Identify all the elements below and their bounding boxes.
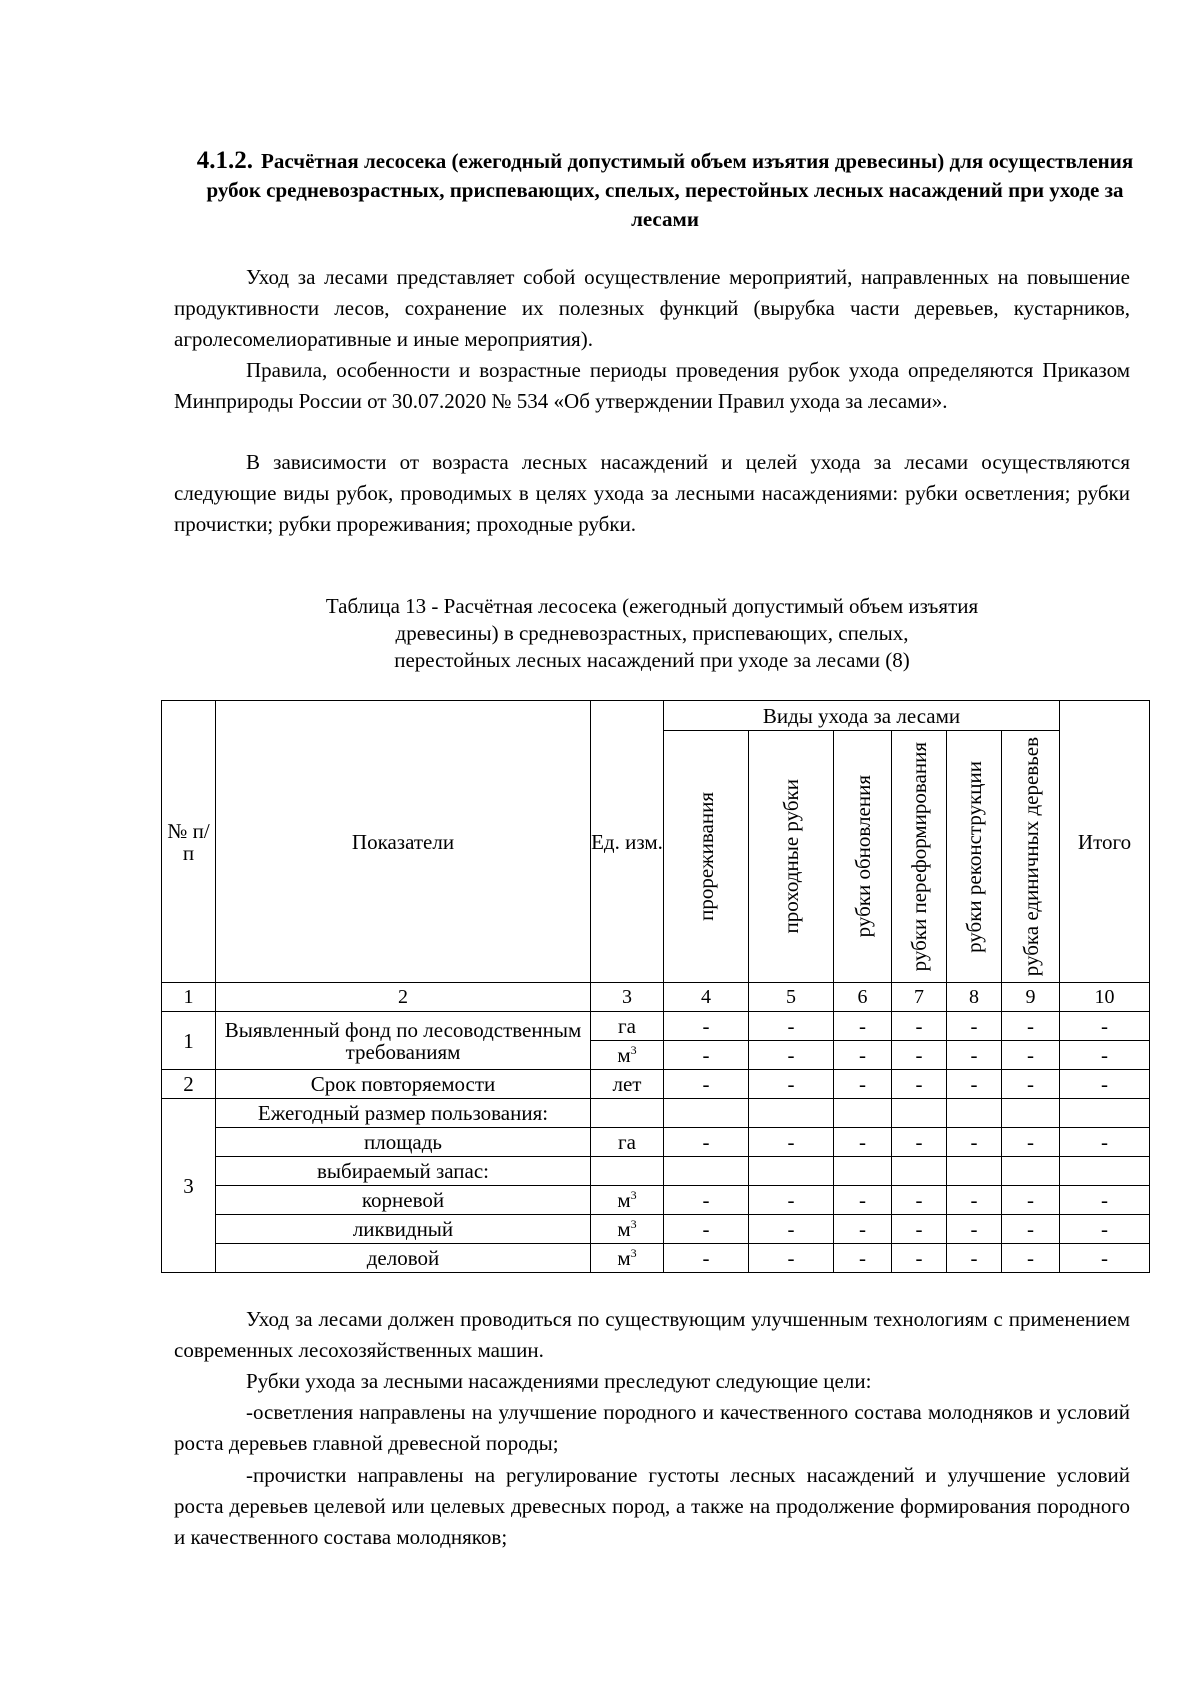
caption-line: Таблица 13 - Расчётная лесосека (ежегодный допустимый объем изъятия bbox=[325, 594, 979, 618]
empty-value: - bbox=[947, 1012, 1002, 1041]
empty-value: - bbox=[664, 1244, 749, 1273]
empty-value: - bbox=[892, 1186, 947, 1215]
empty-value: - bbox=[664, 1012, 749, 1041]
table-row bbox=[162, 1157, 1150, 1186]
empty-value: - bbox=[1002, 1012, 1060, 1041]
paragraph: -осветления направлены на улучшение породного и качественного состава молодняков и условий роста деревьев главной древесной породы; bbox=[174, 1400, 1130, 1455]
empty-value: - bbox=[749, 1128, 834, 1157]
table-row bbox=[162, 1099, 1150, 1128]
empty-value: - bbox=[664, 1215, 749, 1244]
empty-value: - bbox=[834, 1012, 892, 1041]
paragraph: Правила, особенности и возрастные периоды проведения рубок ухода определяются Приказом Минприроды России от 30.07.2020 № 534 «Об утверждении Правил ухода за лесами». bbox=[174, 358, 1130, 413]
row-unit: лет bbox=[591, 1070, 664, 1099]
empty-value: - bbox=[1002, 1186, 1060, 1215]
empty-value: - bbox=[834, 1041, 892, 1070]
empty-value: - bbox=[834, 1186, 892, 1215]
row-label: Срок повторяемости bbox=[216, 1070, 591, 1099]
empty-value: - bbox=[892, 1128, 947, 1157]
row-number: 3 bbox=[162, 1099, 216, 1273]
empty-value: - bbox=[947, 1041, 1002, 1070]
empty-value: - bbox=[664, 1070, 749, 1099]
header-type: рубки обновления bbox=[834, 731, 892, 983]
empty-value: - bbox=[1002, 1244, 1060, 1273]
row-unit: $м^3$ bbox=[591, 1186, 664, 1215]
empty-value: - bbox=[1002, 1215, 1060, 1244]
paragraph: Уход за лесами должен проводиться по существующим улучшенным технологиям с применением современных лесохозяйственных машин. bbox=[174, 1307, 1130, 1362]
empty-value: - bbox=[834, 1070, 892, 1099]
table-row bbox=[162, 1215, 1150, 1244]
empty-value: - bbox=[1060, 1041, 1150, 1070]
empty-value: - bbox=[1060, 1215, 1150, 1244]
header-type: рубка единичных деревьев bbox=[1002, 731, 1060, 983]
table-row bbox=[162, 1244, 1150, 1273]
row-label: ликвидный bbox=[216, 1215, 591, 1244]
header-unit: Ед. изм. bbox=[591, 701, 664, 983]
header-care-types: Виды ухода за лесами bbox=[664, 701, 1060, 731]
empty-value: - bbox=[892, 1070, 947, 1099]
empty-value: - bbox=[1060, 1070, 1150, 1099]
empty-value: - bbox=[892, 1012, 947, 1041]
table-row bbox=[162, 1012, 1150, 1041]
empty-value: - bbox=[749, 1041, 834, 1070]
empty-value: - bbox=[892, 1041, 947, 1070]
paragraph: -прочистки направлены на регулирование густоты лесных насаждений и улучшение условий роста деревьев целевой или целевых древесных пород, а также на продолжение формирования породного и качественного состава молодняков; bbox=[174, 1463, 1130, 1549]
row-unit: $м^3$ bbox=[591, 1244, 664, 1273]
empty-value: - bbox=[1060, 1012, 1150, 1041]
empty-value: - bbox=[664, 1186, 749, 1215]
empty-value: - bbox=[749, 1012, 834, 1041]
empty-value: - bbox=[1060, 1128, 1150, 1157]
row-unit: га bbox=[591, 1128, 664, 1157]
header-total: Итого bbox=[1060, 701, 1150, 983]
empty-value: - bbox=[749, 1186, 834, 1215]
row-label: корневой bbox=[216, 1186, 591, 1215]
empty-value: - bbox=[947, 1186, 1002, 1215]
header-type: рубки реконструкции bbox=[947, 731, 1002, 983]
empty-value: - bbox=[749, 1244, 834, 1273]
empty-value: - bbox=[834, 1215, 892, 1244]
section-title: Расчётная лесосека (ежегодный допустимый объем изъятия древесины) для осуществления рубок средневозрастных, приспевающих, спелых, перестойных лесных насаждений при уходе за лесами bbox=[206, 149, 1134, 231]
empty-value: - bbox=[664, 1041, 749, 1070]
table-row bbox=[162, 1070, 1150, 1099]
empty-value: - bbox=[892, 1244, 947, 1273]
section-number: 4.1.2. bbox=[196, 147, 254, 174]
row-label: Выявленный фонд по лесоводственным требованиям bbox=[216, 1012, 591, 1070]
empty-value: - bbox=[664, 1128, 749, 1157]
header-type: прореживания bbox=[664, 731, 749, 983]
table-row bbox=[162, 1186, 1150, 1215]
caption-line: перестойных лесных насаждений при уходе за лесами (8) bbox=[394, 648, 910, 672]
empty-value: - bbox=[947, 1128, 1002, 1157]
empty-value: - bbox=[1002, 1070, 1060, 1099]
header-no: № п/ п bbox=[162, 701, 216, 983]
table-caption bbox=[174, 593, 1130, 674]
header-indicator: Показатели bbox=[216, 701, 591, 983]
empty-value: - bbox=[834, 1244, 892, 1273]
row-label: Ежегодный размер пользования: bbox=[216, 1099, 591, 1128]
table-row bbox=[162, 1128, 1150, 1157]
paragraph: В зависимости от возраста лесных насаждений и целей ухода за лесами осуществляются следующие виды рубок, проводимых в целях ухода за лесными насаждениями: рубки осветления; рубки прочистки; рубки прореживания; проходные рубки. bbox=[174, 450, 1130, 536]
row-number: 2 bbox=[162, 1070, 216, 1099]
paragraph: Уход за лесами представляет собой осуществление мероприятий, направленных на повышение продуктивности лесов, сохранение их полезных функций (вырубка части деревьев, кустарников, агролесомелиоративные и иные мероприятия). bbox=[174, 265, 1130, 351]
empty-value: - bbox=[947, 1215, 1002, 1244]
row-unit: га bbox=[591, 1012, 664, 1041]
empty-value: - bbox=[1060, 1186, 1150, 1215]
empty-value: - bbox=[1002, 1041, 1060, 1070]
row-label: деловой bbox=[216, 1244, 591, 1273]
empty-value: - bbox=[947, 1244, 1002, 1273]
empty-value: - bbox=[1060, 1244, 1150, 1273]
section-heading bbox=[195, 146, 1135, 234]
empty-value: - bbox=[749, 1215, 834, 1244]
caption-line: древесины) в средневозрастных, приспевающих, спелых, bbox=[395, 621, 909, 645]
empty-value: - bbox=[892, 1215, 947, 1244]
header-type: проходные рубки bbox=[749, 731, 834, 983]
row-unit: $м^3$ bbox=[591, 1215, 664, 1244]
row-label: выбираемый запас: bbox=[216, 1157, 591, 1186]
row-number: 1 bbox=[162, 1012, 216, 1070]
empty-value: - bbox=[749, 1070, 834, 1099]
empty-value: - bbox=[834, 1128, 892, 1157]
row-label: площадь bbox=[216, 1128, 591, 1157]
empty-value: - bbox=[1002, 1128, 1060, 1157]
column-number-row: 1 2 3 4 5 6 7 8 9 10 bbox=[162, 983, 1150, 1012]
paragraph: Рубки ухода за лесными насаждениями преследуют следующие цели: bbox=[246, 1369, 872, 1393]
header-type: рубки переформирования bbox=[892, 731, 947, 983]
row-unit: $м^3$ bbox=[591, 1041, 664, 1070]
data-table bbox=[161, 700, 1150, 1273]
empty-value: - bbox=[947, 1070, 1002, 1099]
